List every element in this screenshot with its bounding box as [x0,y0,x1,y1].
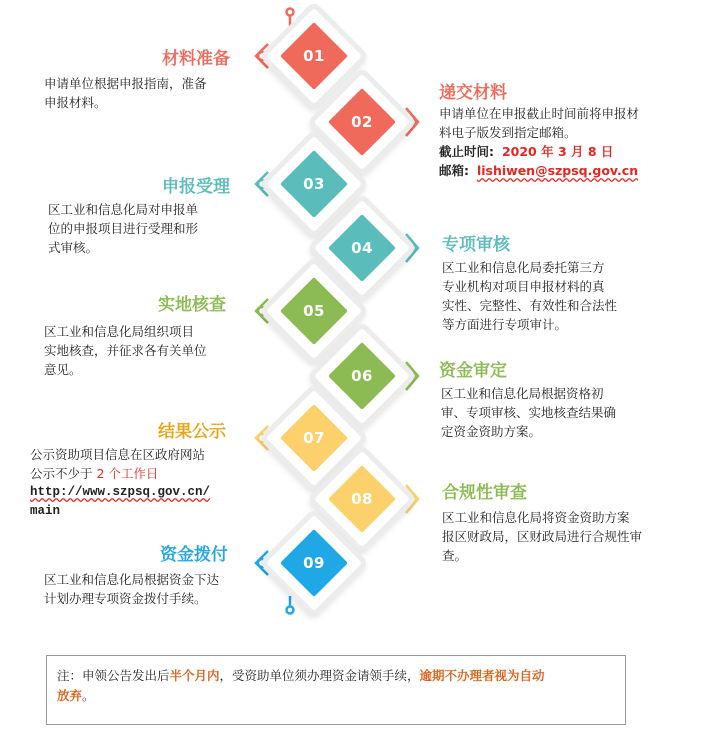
step-05-badge: 05 [266,263,362,359]
step-02-title: 递交材料 [439,83,507,103]
step-07-title: 结果公示 [158,422,226,442]
step-06-title: 资金审定 [439,361,507,381]
step-09-title: 资金拨付 [160,545,228,565]
step-09-badge: 09 [266,515,362,611]
step-01-desc: 申请单位根据申报指南，准备 申报材料。 [44,76,207,110]
step-07-desc: 公示资助项目信息在区政府网站 公示不少于 2 个工作日 http://www.szpsq.gov.cn/ main [30,447,211,518]
step-08-badge: 08 [314,451,410,547]
step-06-badge: 06 [314,328,410,424]
step-02-desc: 申请单位在申报截止时间前将申报材 料电子版发到指定邮箱。 截止时间: 2020 年 3 月 8 日 邮箱: lishiwen@szpsq.gov.cn [439,106,640,178]
step-04-desc: 区工业和信息化局委托第三方 专业机构对项目申报材料的真 实性、完整性、有效性和合法性 等方面进行专项审计。 [442,260,618,332]
step-05-desc: 区工业和信息化局组织项目 实地核查，并征求各有关单位 意见。 [44,324,207,377]
note-box: 注：申领公告发出后半个月内，受资助单位须办理资金请领手续，逾期不办理者视为自动 放弃。 [46,655,626,725]
step-07-badge: 07 [266,390,362,486]
step-05-title: 实地核查 [158,295,226,315]
step-01-badge: 01 [266,8,362,104]
step-03-badge: 03 [266,136,362,232]
step-09-desc: 区工业和信息化局根据资金下达 计划办理专项资金拨付手续。 [44,572,220,606]
step-02-badge: 02 [314,74,410,170]
step-06-desc: 区工业和信息化局根据资格初 审、专项审核、实地核查结果确 定资金资助方案。 [441,386,617,439]
step-03-desc: 区工业和信息化局对申报单 位的申报项目进行受理和形 式审核。 [48,202,199,255]
step-08-desc: 区工业和信息化局将资金资助方案 报区财政局，区财政局进行合规性审 查。 [442,510,643,563]
step-03-title: 申报受理 [162,177,230,197]
step-01-title: 材料准备 [162,49,230,69]
step-04-badge: 04 [314,200,410,296]
step-08-title: 合规性审查 [442,483,527,503]
website-link[interactable]: http://www.szpsq.gov.cn/ [30,485,211,499]
step-04-title: 专项审核 [442,235,510,255]
